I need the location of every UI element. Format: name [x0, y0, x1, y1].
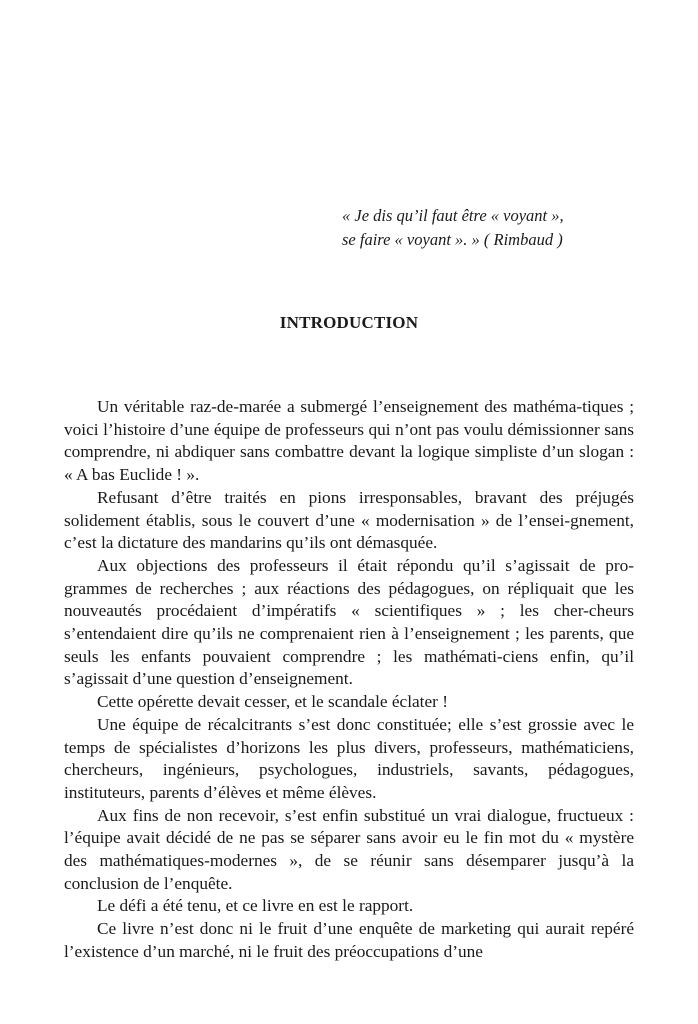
paragraph-4: Cette opérette devait cesser, et le scandale éclater !	[97, 692, 448, 712]
paragraph-7: Le défi a été tenu, et ce livre en est le rapport.	[97, 896, 414, 916]
paragraph-6: Aux fins de non recevoir, s’est enfin substitué un vrai dialogue, fructueux : l’équipe avait décidé de ne pas se séparer sans avoir eu le fin mot du « mystère des mathématiques-modernes », de se réunir sans désemparer jusqu’à la conclusion de l’enquête.	[64, 805, 634, 893]
epigraph-line-2: se faire « voyant ». » ( Rimbaud )	[342, 230, 563, 249]
paragraph-2: Refusant d’être traités en pions irresponsables, bravant des préjugés solidement établis, sous le couvert d’une « modernisation » de l’ensei-gnement, c’est la dictature des mandarins qu’ils ont démasquée.	[64, 487, 634, 553]
paragraph-1: Un véritable raz-de-marée a submergé l’enseignement des mathéma-tiques ; voici l’histoire d’une équipe de professeurs qui n’ont pas voulu démissionner sans comprendre, ni abdiquer sans combattre devant la logique simpliste d’un slogan : « A bas Euclide ! ».	[64, 397, 634, 485]
paragraph-5: Une équipe de récalcitrants s’est donc constituée; elle s’est grossie avec le temps de spécialistes d’horizons les plus divers, professeurs, mathématiciens, chercheurs, ingénieurs, psychologues, industriels, savants, pédagogues, instituteurs, parents d’élèves et même élèves.	[64, 714, 634, 802]
paragraph-8: Ce livre n’est donc ni le fruit d’une enquête de marketing qui aurait repéré l’existence d’un marché, ni le fruit des préoccupations d’une	[64, 919, 634, 961]
paragraph-3: Aux objections des professeurs il était répondu qu’il s’agissait de pro-grammes de recherches ; aux réactions des pédagogues, on répliquait que les nouveautés procédaient d’impératifs « scientifiques » ; les cher-cheurs s’entendaient dire qu’ils ne comprenaient rien à l’enseignement ; les parents, que seuls les enfants pouvaient comprendre ; les mathémati-ciens enfin, qu’il s’agissait d’une question d’enseignement.	[64, 555, 634, 689]
body-text	[64, 396, 634, 964]
chapter-title: INTRODUCTION	[279, 313, 419, 332]
epigraph	[342, 204, 662, 252]
epigraph-line-1: « Je dis qu’il faut être « voyant »,	[342, 206, 564, 225]
